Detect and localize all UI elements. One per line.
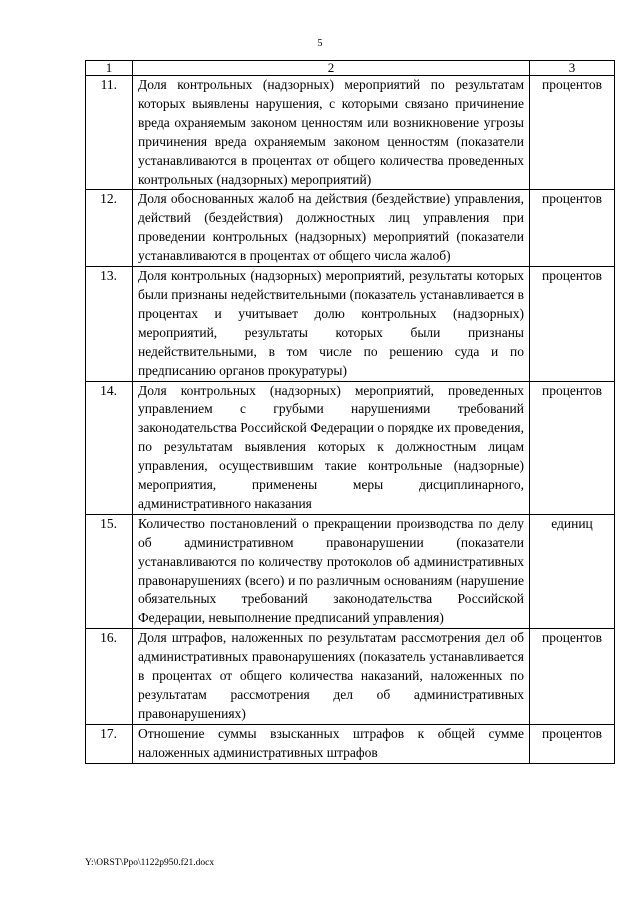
- row-number: 17.: [86, 724, 133, 763]
- page-number: 5: [317, 38, 323, 49]
- row-unit: процентов: [530, 629, 615, 725]
- row-description: Доля контрольных (надзорных) мероприятий по результатам которых выявлены нарушения, с которыми связано причинение вреда охраняемым законом ценностям или возникновение угрозы причинения вреда охраняемым законом ценностям (показатели устанавливаются в процентах от общего количества проведенных контрольных (надзорных) мероприятий): [133, 76, 530, 190]
- row-number: 11.: [86, 76, 133, 190]
- row-description: Отношение суммы взысканных штрафов к общей сумме наложенных административных штрафов: [133, 724, 530, 763]
- row-unit: процентов: [530, 76, 615, 190]
- table-row: [86, 190, 615, 267]
- table-row: [86, 629, 615, 725]
- footer-file-path: Y:\ORST\Ppo\1122p950.f21.docx: [85, 858, 215, 868]
- row-description: Количество постановлений о прекращении производства по делу об административном правонарушении (показатели устанавливаются по количеству протоколов об административных правонарушениях (всего) и по различным основаниям (нарушение обязательных требований законодательства Российской Федерации, невыполнение предписаний управления): [133, 514, 530, 628]
- row-unit: процентов: [530, 724, 615, 763]
- table-header-row: [86, 61, 615, 76]
- column-header-description: 2: [133, 61, 530, 76]
- column-header-unit: 3: [530, 61, 615, 76]
- row-unit: единиц: [530, 514, 615, 628]
- row-unit: процентов: [530, 381, 615, 514]
- table-row: [86, 514, 615, 628]
- row-number: 12.: [86, 190, 133, 267]
- indicators-table: [85, 60, 615, 764]
- row-description: Доля обоснованных жалоб на действия (бездействие) управления, действий (бездействия) должностных лиц управления при проведении контрольных (надзорных) мероприятий (показатели устанавливаются в процентах от общего числа жалоб): [133, 190, 530, 267]
- row-description: Доля контрольных (надзорных) мероприятий, результаты которых были признаны недействительными (показатель устанавливается в процентах и учитывает долю контрольных (надзорных) мероприятий, результаты которых были признаны недействительными, в том числе по решению суда и по предписанию органов прокуратуры): [133, 267, 530, 381]
- table-body: [86, 61, 615, 764]
- row-number: 16.: [86, 629, 133, 725]
- table-row: [86, 76, 615, 190]
- row-unit: процентов: [530, 190, 615, 267]
- table-row: [86, 724, 615, 763]
- row-description: Доля контрольных (надзорных) мероприятий, проведенных управлением с грубыми нарушениями требований законодательства Российской Федерации о порядке их проведения, по результатам выявления которых к должностным лицам управления, осуществившим такие контрольные (надзорные) мероприятия, применены меры дисциплинарного, административного наказания: [133, 381, 530, 514]
- row-number: 13.: [86, 267, 133, 381]
- column-header-number: 1: [86, 61, 133, 76]
- row-number: 15.: [86, 514, 133, 628]
- row-number: 14.: [86, 381, 133, 514]
- row-unit: процентов: [530, 267, 615, 381]
- table-row: [86, 267, 615, 381]
- table-row: [86, 381, 615, 514]
- row-description: Доля штрафов, наложенных по результатам рассмотрения дел об административных правонарушениях (показатель устанавливается в процентах от общего количества наказаний, наложенных по результатам рассмотрения дел об административных правонарушениях): [133, 629, 530, 725]
